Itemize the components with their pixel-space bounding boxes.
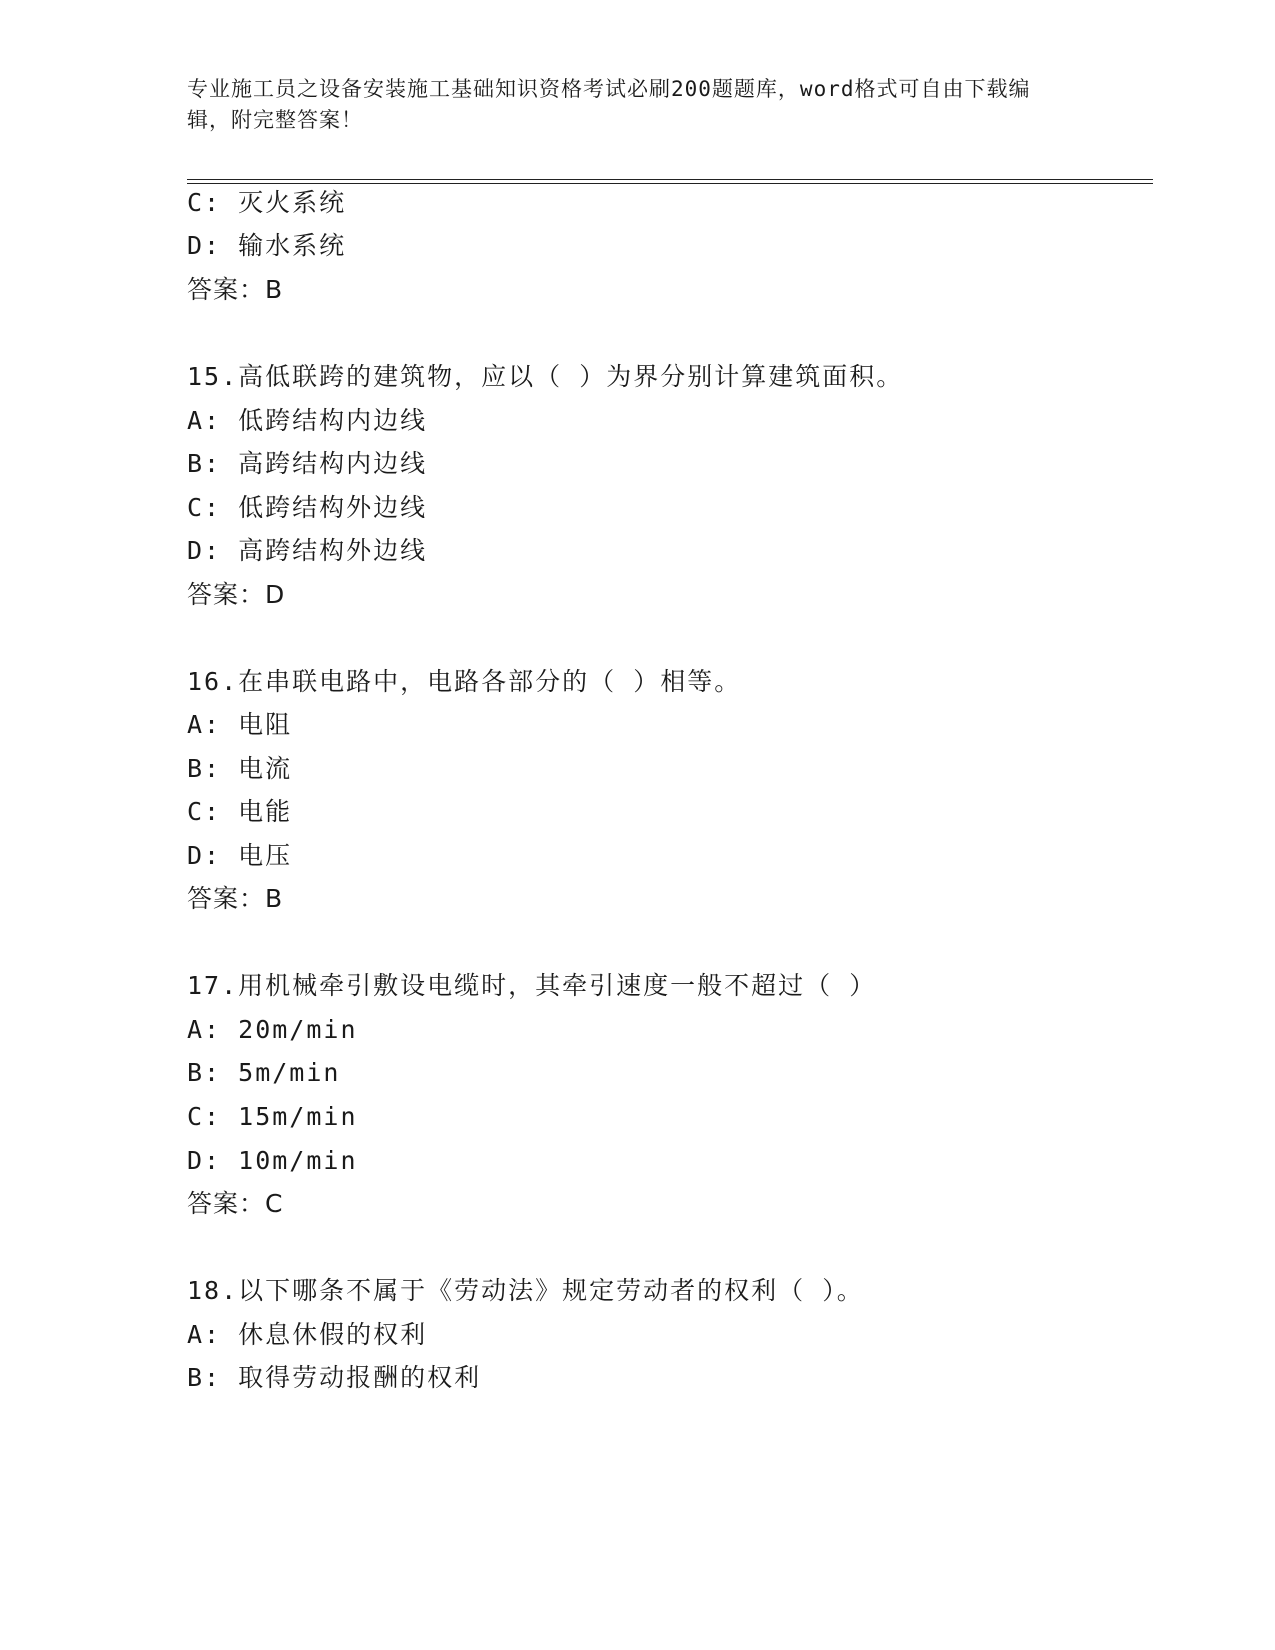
option-c: C: 灭火系统 — [187, 188, 347, 217]
question-stem: 18.以下哪条不属于《劳动法》规定劳动者的权利（ ）。 — [187, 1276, 864, 1305]
option-d: D: 输水系统 — [187, 231, 347, 260]
option-a: A: 低跨结构内边线 — [187, 406, 428, 435]
document-header: 专业施工员之设备安装施工基础知识资格考试必刷200题题库，word格式可自由下载编辑，附完整答案！ — [187, 77, 1031, 132]
answer-line: 答案：B — [187, 884, 284, 913]
answer-line: 答案：D — [187, 580, 286, 609]
option-a: A: 电阻 — [187, 710, 293, 739]
question-stem: 16.在串联电路中，电路各部分的（ ）相等。 — [187, 667, 742, 696]
option-c: C: 低跨结构外边线 — [187, 493, 428, 522]
question-stem: 17.用机械牵引敷设电缆时，其牵引速度一般不超过（ ） — [187, 971, 877, 1000]
option-c: C: 电能 — [187, 797, 293, 826]
option-b: B: 高跨结构内边线 — [187, 449, 428, 478]
option-d: D: 电压 — [187, 841, 293, 870]
option-b: B: 电流 — [187, 754, 293, 783]
question-stem: 15.高低联跨的建筑物，应以（ ）为界分别计算建筑面积。 — [187, 362, 904, 391]
option-d: D: 10m/min — [187, 1146, 358, 1175]
answer-line: 答案：C — [187, 1189, 284, 1218]
answer-line: 答案：B — [187, 275, 284, 304]
option-a: A: 20m/min — [187, 1015, 358, 1044]
option-d: D: 高跨结构外边线 — [187, 536, 428, 565]
header-divider — [187, 179, 1153, 184]
option-b: B: 5m/min — [187, 1058, 341, 1087]
option-c: C: 15m/min — [187, 1102, 358, 1131]
option-b: B: 取得劳动报酬的权利 — [187, 1363, 482, 1392]
option-a: A: 休息休假的权利 — [187, 1320, 428, 1349]
